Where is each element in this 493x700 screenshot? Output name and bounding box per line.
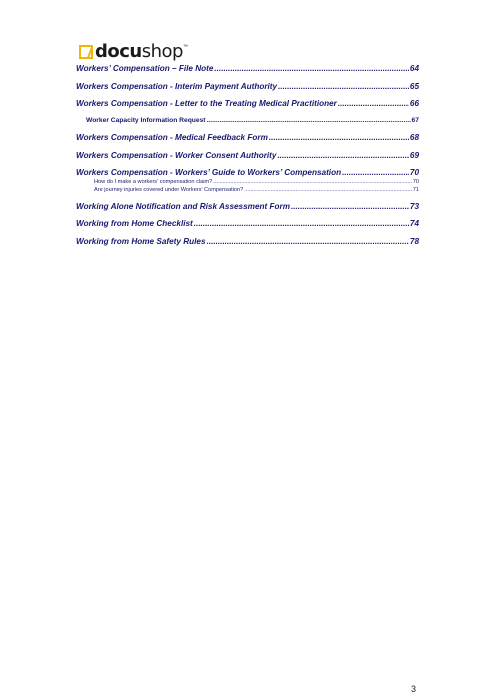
docushop-logo: [79, 42, 188, 62]
page-number: 3: [411, 684, 417, 694]
toc-entry[interactable]: Working from Home Safety Rules ..... 78: [76, 237, 419, 248]
toc-entry[interactable]: Workers’ Compensation – File Note ..... 64: [76, 64, 419, 75]
brand-trademark: ™: [182, 44, 188, 50]
toc-entry[interactable]: Working Alone Notification and Risk Assessment Form ..... 73: [76, 202, 419, 213]
toc-entry[interactable]: Working from Home Checklist ..... 74: [76, 219, 419, 230]
table-of-contents: [76, 64, 419, 248]
toc-entry[interactable]: Workers Compensation - Workers’ Guide to Workers’ Compensation ..... 70: [76, 168, 419, 179]
toc-entry[interactable]: Workers Compensation - Medical Feedback Form ..... 68: [76, 133, 419, 144]
toc-entry[interactable]: Workers Compensation - Interim Payment Authority ..... 65: [76, 82, 419, 93]
toc-subentry[interactable]: How do I make a workers’ compensation claim? ..... 70: [76, 179, 419, 187]
toc-subentry[interactable]: Are journey injuries covered under Workers’ Compensation? ..... 71: [76, 187, 419, 195]
docushop-logo-icon: [79, 45, 93, 59]
toc-entry[interactable]: Workers Compensation - Worker Consent Authority ..... 69: [76, 151, 419, 162]
brand-name: docushop: [95, 41, 183, 62]
toc-entry[interactable]: Workers Compensation - Letter to the Treating Medical Practitioner ..... 66: [76, 99, 419, 110]
toc-subentry[interactable]: Worker Capacity Information Request ..... 67: [76, 117, 419, 127]
